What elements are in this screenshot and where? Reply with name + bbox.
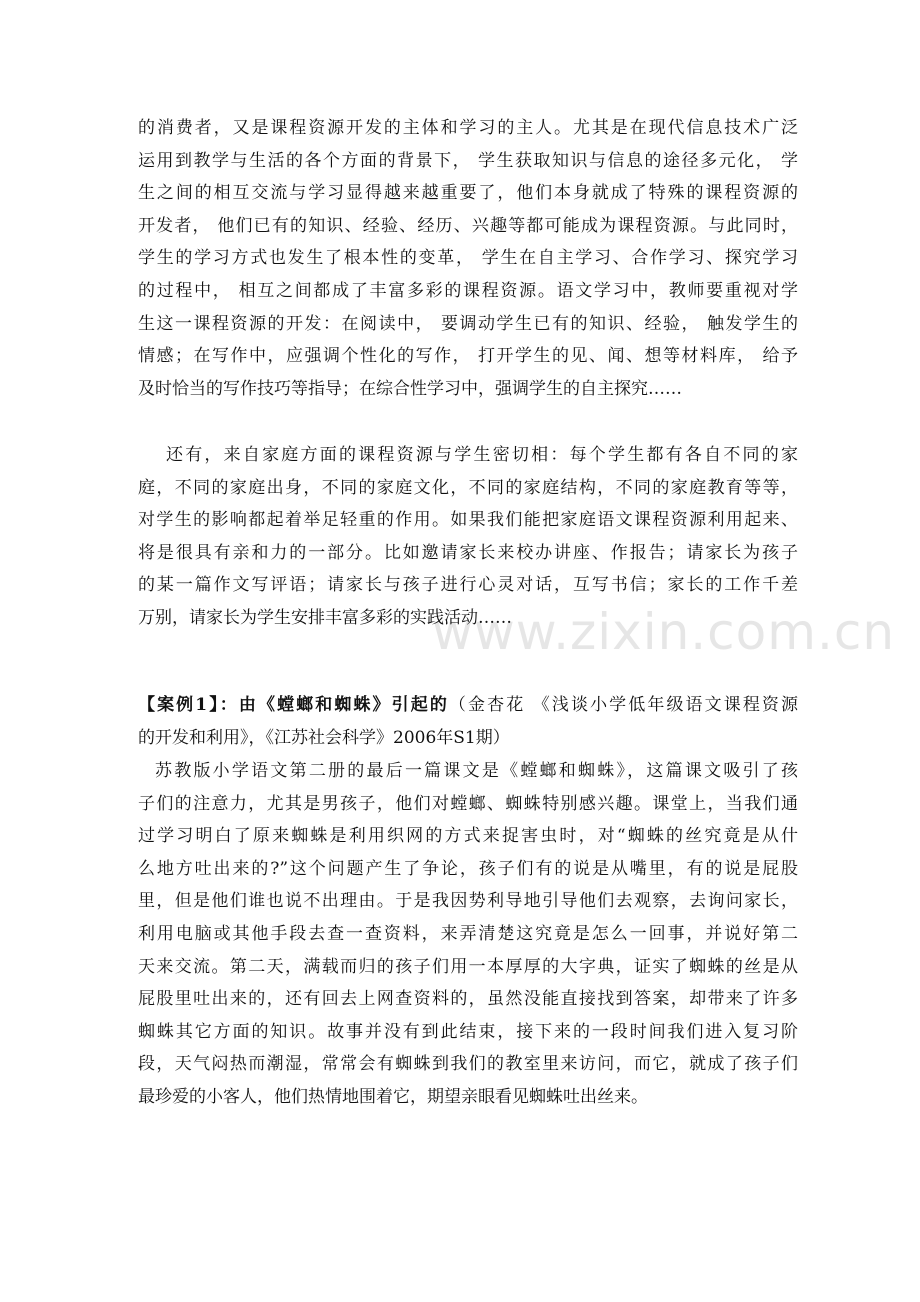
text-line: 过学习明白了原来蜘蛛是利用织网的方式来捉害虫时，对“蜘蛛的丝究竟是从什 [138,826,798,847]
text-line: 段，天气闷热而潮湿，常常会有蜘蛛到我们的教室里来访问，而它，就成了孩子们 [138,1054,798,1075]
text-line: 生这一课程资源的开发：在阅读中， 要调动学生已有的知识、经验， 触发学生的 [138,313,798,334]
text-line: 天来交流。第二天，满载而归的孩子们用一本厚厚的大字典，证实了蜘蛛的丝是从 [138,956,798,977]
paragraph-family-resources [138,439,798,635]
text-line: 最珍爱的小客人，他们热情地围着它，期望亲眼看见蜘蛛吐出丝来。 [138,1086,648,1107]
text-line: 子们的注意力，尤其是男孩子，他们对螳螂、蜘蛛特别感兴趣。课堂上，当我们通 [138,793,798,814]
text-line: 运用到教学与生活的各个方面的背景下， 学生获取知识与信息的途径多元化， 学 [138,150,798,171]
case-heading [138,689,798,754]
paragraph-student-resources [138,112,798,405]
watermark: www.zixin.com.cn [432,603,896,661]
text-line: 屁股里吐出来的，还有回去上网查资料的，虽然没能直接找到答案，却带来了许多 [138,989,798,1010]
case-source: （金杏花 《浅谈小学低年级语文课程资源 [448,695,799,715]
text-line: 么地方吐出来的?”这个问题产生了争论，孩子们有的说是从嘴里，有的说是屁股 [138,858,798,879]
text-line: 生之间的相互交流与学习显得越来越重要了，他们本身就成了特殊的课程资源的 [138,183,798,204]
text-line: 庭，不同的家庭出身，不同的家庭文化，不同的家庭结构，不同的家庭教育等等， [138,477,798,498]
text-line: 的某一篇作文写评语；请家长与孩子进行心灵对话，互写书信；家长的工作千差 [138,575,798,596]
text-line: 的消费者，又是课程资源开发的主体和学习的主人。尤其是在现代信息技术广泛 [138,118,798,138]
text-line: 对学生的影响都起着举足轻重的作用。如果我们能把家庭语文课程资源利用起来、 [138,510,798,531]
text-line: 学生的学习方式也发生了根本性的变革， 学生在自主学习、合作学习、探究学习 [138,248,798,269]
text-line: 里，但是他们谁也说不出理由。于是我因势利导地引导他们去观察，去询问家长， [138,891,798,912]
text-line: 将是很具有亲和力的一部分。比如邀请家长来校办讲座、作报告；请家长为孩子 [138,542,798,563]
text-line: 的过程中， 相互之间都成了丰富多彩的课程资源。语文学习中，教师要重视对学 [138,280,798,301]
text-line: 蜘蛛其它方面的知识。故事并没有到此结束，接下来的一段时间我们进入复习阶 [138,1021,798,1042]
text-line: 情感；在写作中，应强调个性化的写作， 打开学生的见、闻、想等材料库， 给予 [138,346,798,367]
text-line: 还有，来自家庭方面的课程资源与学生密切相：每个学生都有各自不同的家 [166,445,798,465]
case-title: 【案例1】：由《螳螂和蜘蛛》引起的 [138,695,449,715]
text-line: 苏教版小学语文第二册的最后一篇课文是《螳螂和蜘蛛》，这篇课文吸引了孩 [155,761,798,781]
paragraph-case-story [138,755,798,1114]
text-line: 万别，请家长为学生安排丰富多彩的实践活动…… [138,607,512,628]
text-line: 及时恰当的写作技巧等指导；在综合性学习中，强调学生的自主探究…… [138,378,682,399]
case-source-continued: 的开发和利用》，《江苏社会科学》2006年S1期） [138,727,510,748]
text-line: 利用电脑或其他手段去查一查资料，来弄清楚这究竟是怎么一回事，并说好第二 [138,923,798,944]
text-line: 开发者， 他们已有的知识、经验、经历、兴趣等都可能成为课程资源。与此同时， [138,215,798,236]
